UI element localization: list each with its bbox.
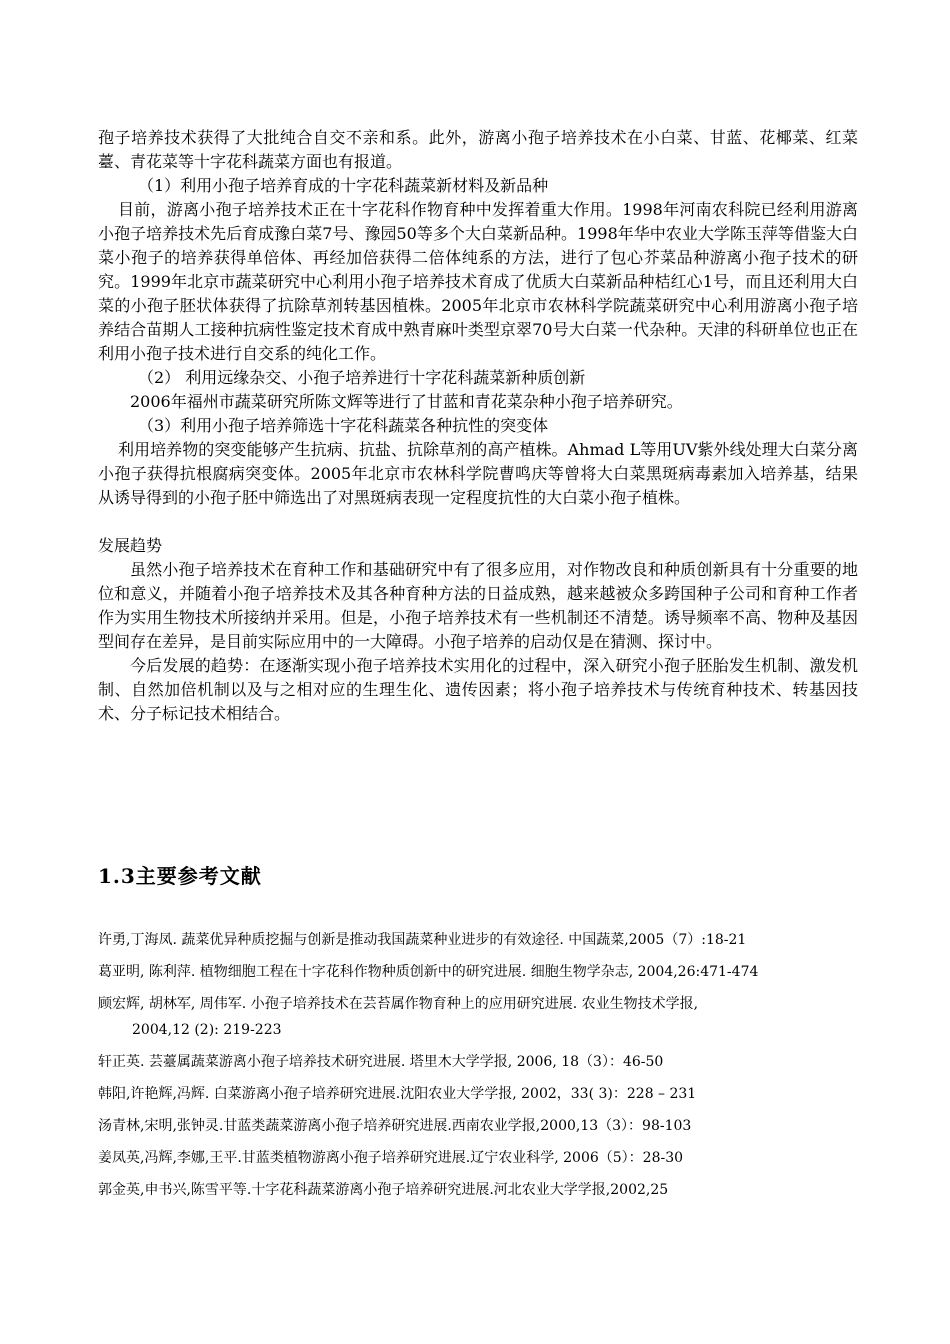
subheading-3: （3）利用小孢子培养筛选十字花科蔬菜各种抗性的突变体 [138,416,549,435]
trend-heading: 发展趋势 [98,536,163,555]
section-heading: 1.3主要参考文献 [98,864,262,888]
paragraph: 孢子培养技术获得了大批纯合自交不亲和系。此外，游离小孢子培养技术在小白菜、甘蓝、花椰菜、红菜薹、青花菜等十字花科蔬菜方面也有报道。 [98,128,858,171]
reference-list [98,930,868,1212]
reference-item: 郭金英,申书兴,陈雪平等.十字花科蔬菜游离小孢子培养研究进展.河北农业大学学报,2002,25 [98,1182,669,1198]
paragraph: 目前，游离小孢子培养技术正在十字花科作物育种中发挥着重大作用。1998年河南农科院已经利用游离小孢子培养技术先后育成豫白菜7号、豫园50等多个大白菜新品种。1998年华中农业大学陈玉萍等借鉴大白菜小孢子的培养获得单倍体、再经加倍获得二倍体纯系的方法，进行了包心芥菜品种游离小孢子技术的研究。1999年北京市蔬菜研究中心利用小孢子培养技术育成了优质大白菜新品种桔红心1号，而且还利用大白菜的小孢子胚状体获得了抗除草剂转基因植株。2005年北京市农林科学院蔬菜研究中心利用游离小孢子培养结合苗期人工接种抗病性鉴定技术育成中熟青麻叶类型京翠70号大白菜一代杂种。天津的科研单位也正在利用小孢子技术进行自交系的纯化工作。 [98,200,858,363]
reference-item: 葛亚明, 陈利萍. 植物细胞工程在十字花科作物种质创新中的研究进展. 细胞生物学杂志, 2004,26:471-474 [98,964,759,980]
paragraph: 虽然小孢子培养技术在育种工作和基础研究中有了很多应用，对作物改良和种质创新具有十分重要的地位和意义，并随着小孢子培养技术及其各种育种方法的日益成熟，越来越被众多跨国种子公司和育种工作者作为实用生物技术所接纳并采用。但是，小孢子培养技术有一些机制还不清楚。诱导频率不高、物种及基因型间存在差异，是目前实际应用中的一大障碍。小孢子培养的启动仅是在猜测、探讨中。 [98,560,858,651]
reference-item: 许勇,丁海凤. 蔬菜优异种质挖掘与创新是推动我国蔬菜种业进步的有效途径. 中国蔬菜,2005（7）:18-21 [98,932,747,948]
subheading-2: （2） 利用远缘杂交、小孢子培养进行十字花科蔬菜新种质创新 [138,368,586,387]
paragraph: 2006年福州市蔬菜研究所陈文辉等进行了甘蓝和青花菜杂种小孢子培养研究。 [130,392,683,411]
spacer [98,510,858,534]
reference-text: 顾宏辉, 胡林军, 周伟军. 小孢子培养技术在芸苔属作物育种上的应用研究进展. 农业生物技术学报, [98,996,699,1012]
paragraph: 利用培养物的突变能够产生抗病、抗盐、抗除草剂的高产植株。Ahmad L等用UV紫外线处理大白菜分离小孢子获得抗根腐病突变体。2005年北京市农林科学院曹鸣庆等曾将大白菜黑斑病毒素加入培养基，结果从诱导得到的小孢子胚中筛选出了对黑斑病表现一定程度抗性的大白菜小孢子植株。 [98,440,858,507]
reference-item: 汤青林,宋明,张钟灵.甘蓝类蔬菜游离小孢子培养研究进展.西南农业学报,2000,13（3）：98-103 [98,1118,692,1134]
reference-item [98,994,868,1040]
body-text [98,126,858,726]
reference-text-continued: 2004,12 (2): 219-223 [132,1022,282,1038]
reference-item: 轩正英. 芸薹属蔬菜游离小孢子培养技术研究进展. 塔里木大学学报, 2006, 18（3）：46-50 [98,1054,664,1070]
paragraph: 今后发展的趋势：在逐渐实现小孢子培养技术实用化的过程中，深入研究小孢子胚胎发生机制、激发机制、自然加倍机制以及与之相对应的生理生化、遗传因素；将小孢子培养技术与传统育种技术、转基因技术、分子标记技术相结合。 [98,656,858,723]
reference-item: 韩阳,许艳辉,冯辉. 白菜游离小孢子培养研究进展.沈阳农业大学学报, 2002，33( 3)：228 – 231 [98,1086,697,1102]
reference-item: 姜凤英,冯辉,李娜,王平.甘蓝类植物游离小孢子培养研究进展.辽宁农业科学, 2006（5）：28-30 [98,1150,684,1166]
subheading-1: （1）利用小孢子培养育成的十字花科蔬菜新材料及新品种 [138,176,549,195]
